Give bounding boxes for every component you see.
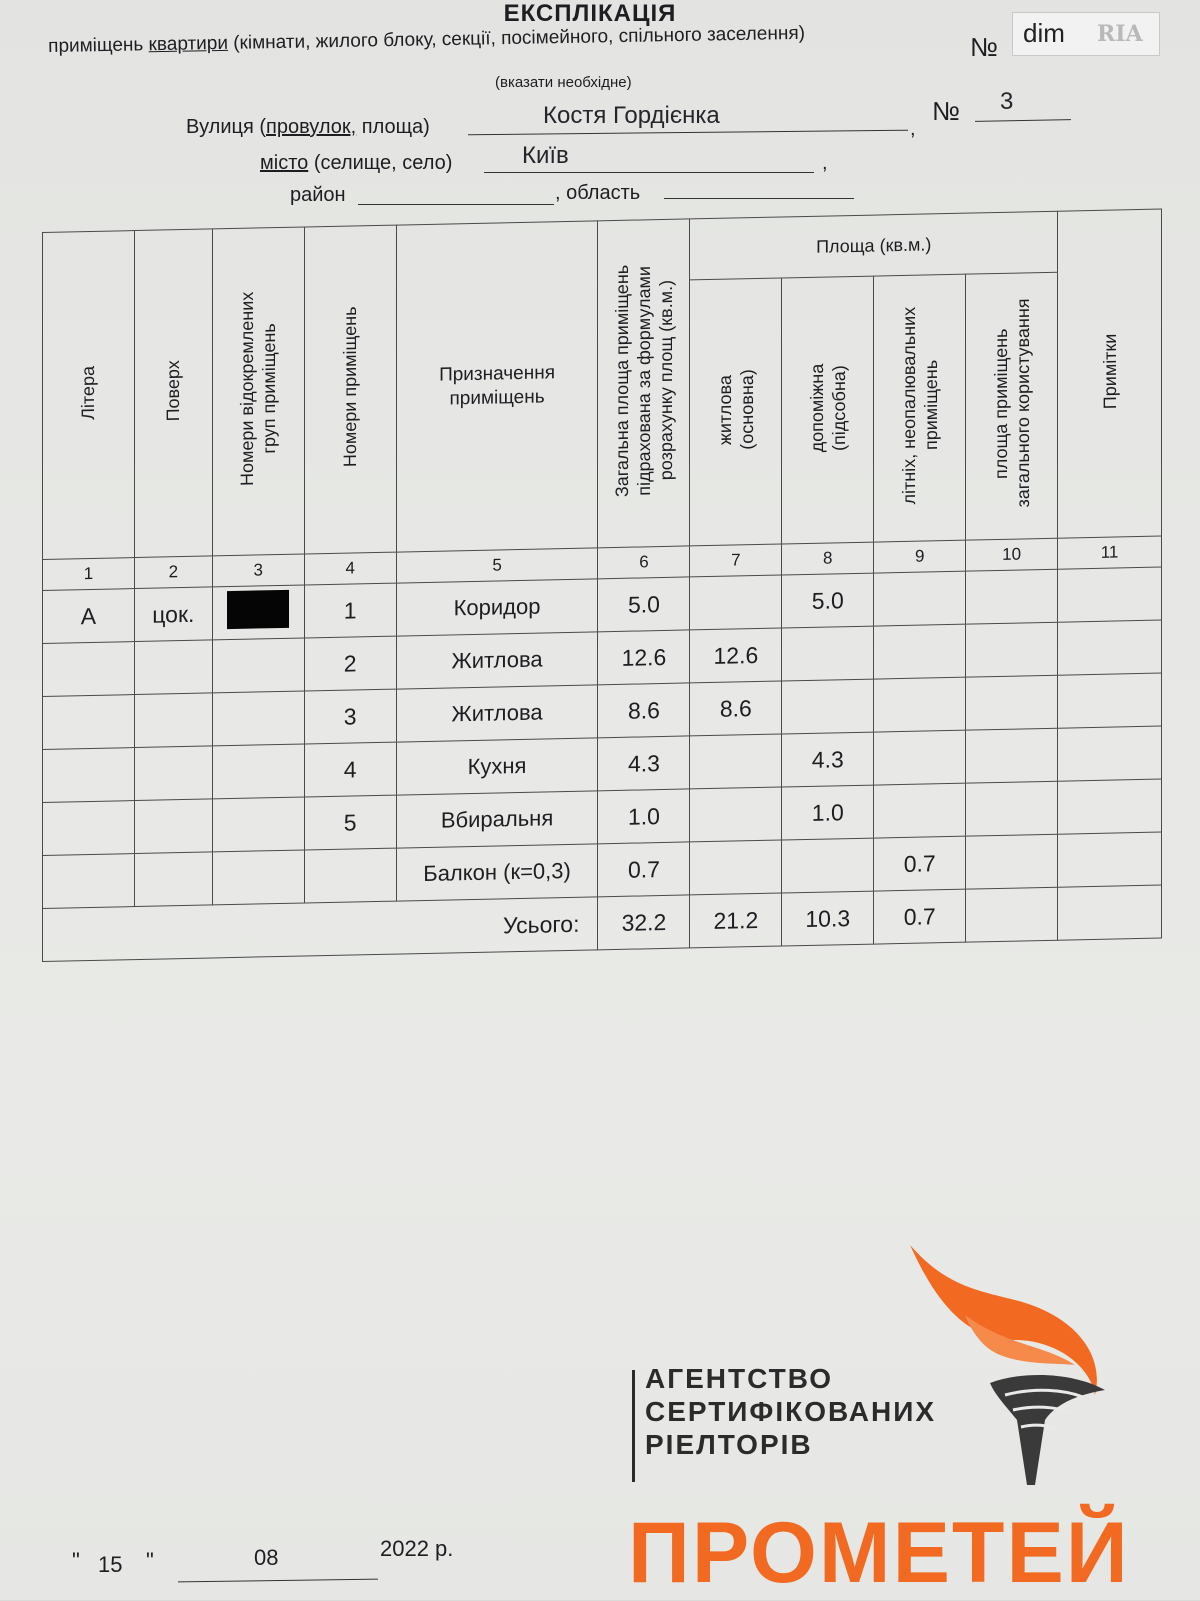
totals-label: Усього: [43,897,598,962]
city-comma: , [822,152,828,174]
street-label-pre: Вулиця ( [186,116,267,138]
date-open-quote: " [72,1548,80,1573]
cell-total-area: 1.0 [598,789,690,844]
header-notes-text: Примітки [1099,333,1120,410]
header-summer-area [874,274,966,542]
cell-summer-area [874,730,966,785]
cell-purpose: Балкон (к=0,3) [396,844,598,901]
header-note: (вказати необхідне) [495,74,632,91]
column-number: 8 [782,542,874,575]
date-month-underline [178,1579,378,1583]
street-value: Костя Гордієнка [543,102,720,129]
apartment-number-sign: № [970,32,998,62]
header-living-line1: житлова [714,374,735,445]
header-living-area [690,278,782,546]
cell-purpose: Житлова [396,632,598,689]
brand-name: ПРОМЕТЕЙ [628,1505,1130,1601]
watermark-ria-text: RIA [1097,21,1143,47]
date-day: 15 [98,1552,123,1577]
watermark-dim-text: dim [1023,18,1065,48]
street-label-post: площа) [356,116,430,138]
cell-room-number: 2 [304,636,396,691]
cell-group [212,744,304,799]
dim-ria-watermark [1012,12,1160,56]
cell-notes [1058,779,1162,834]
house-number-value: 3 [1000,88,1014,115]
header-common-line2: загального користування [1012,298,1033,509]
column-number: 3 [212,554,304,587]
header-total-area-line1: Загальна площа приміщень [611,264,632,498]
header-total-area-line2: підрахована за формулами [633,265,654,496]
street-underline [468,130,908,136]
brand-tagline [645,1362,936,1461]
street-label [186,116,430,139]
cell-purpose: Коридор [396,579,598,636]
cell-floor [134,746,212,801]
cell-room-number: 5 [304,795,396,850]
street-comma: , [910,118,916,140]
column-number: 9 [874,540,966,573]
header-total-area-line3: розрахунку площ (кв.м.) [655,280,676,481]
cell-group [212,691,304,746]
cell-litera [43,642,135,697]
header-group-numbers [212,227,304,556]
torch-flame-logo-icon [905,1245,1135,1525]
city-label-underlined: місто [260,152,309,174]
cell-summer-area [874,677,966,732]
region-underline [664,198,854,199]
cell-notes [1058,673,1162,728]
explication-table [42,209,1162,962]
cell-room-number [304,848,396,903]
column-number: 1 [43,558,135,591]
premises-selected-type: квартири [148,32,229,56]
header-floor-text: Поверх [163,359,184,422]
cell-purpose: Кухня [396,738,598,795]
column-number: 11 [1058,536,1162,569]
cell-floor: цок. [134,587,212,642]
cell-common-area [966,569,1058,624]
premises-type-line [48,23,805,58]
cell-litera [43,695,135,750]
cell-total-area: 8.6 [598,683,690,738]
cell-summer-area [874,624,966,679]
cell-total-area: 4.3 [598,736,690,791]
column-number: 2 [134,556,212,589]
header-summer-line2: приміщень [920,360,941,451]
header-aux-line2: (підсобна) [828,364,849,451]
brand-divider [632,1370,635,1482]
cell-litera [43,854,135,909]
living-area-sum: 21.2 [690,893,782,948]
date-close-quote: " [146,1548,154,1573]
notes-sum [1058,885,1162,940]
cell-purpose: Житлова [396,685,598,742]
cell-summer-area: 0.7 [874,836,966,891]
cell-purpose: Вбиральня [396,791,598,848]
cell-aux-area: 5.0 [782,573,874,628]
cell-living-area: 8.6 [690,681,782,736]
cell-litera [43,801,135,856]
column-number: 7 [690,544,782,577]
column-number: 10 [966,538,1058,571]
header-auxiliary-area [782,276,874,544]
cell-living-area [690,575,782,630]
city-value: Київ [522,142,569,169]
cell-aux-area [782,626,874,681]
cell-floor [134,852,212,907]
cell-litera: А [43,589,135,644]
cell-common-area [966,622,1058,677]
house-number-underline [975,119,1071,122]
cell-room-number: 1 [304,583,396,638]
header-total-area [598,219,690,548]
cell-notes [1058,726,1162,781]
cell-common-area [966,728,1058,783]
summer-area-sum: 0.7 [874,889,966,944]
header-area-group: Площа (кв.м.) [690,211,1058,280]
cell-total-area: 12.6 [598,630,690,685]
cell-aux-area: 1.0 [782,785,874,840]
date-year: 2022 р. [380,1536,454,1561]
district-label: район [290,184,346,206]
header-room-numbers-text: Номери приміщень [340,306,361,468]
street-label-underlined: провулок, [266,116,357,138]
cell-aux-area: 4.3 [782,732,874,787]
brand-tagline-line3: РІЕЛТОРІВ [645,1429,813,1460]
region-label: , область [555,182,641,204]
house-number-sign: № [932,96,960,126]
premises-label: приміщень [48,34,149,57]
column-number: 5 [396,548,598,583]
cell-common-area [966,834,1058,889]
cell-group-redacted [212,585,304,640]
cell-room-number: 4 [304,742,396,797]
common-area-sum [966,887,1058,942]
cell-living-area [690,734,782,789]
cell-total-area: 5.0 [598,577,690,632]
cell-notes [1058,620,1162,675]
redaction-box [227,590,289,629]
district-underline [358,204,554,205]
cell-room-number: 3 [304,689,396,744]
date-month: 08 [254,1545,279,1570]
header-summer-line1: літніх, неопалювальних [898,306,919,505]
city-label [260,152,452,175]
header-common-line1: площа приміщень [990,328,1011,480]
header-litera [43,231,135,560]
city-underline [484,172,814,173]
cell-notes [1058,567,1162,622]
aux-area-sum: 10.3 [782,891,874,946]
cell-total-area: 0.7 [598,842,690,897]
header-group-numbers-line2: груп приміщень [259,323,280,455]
cell-group [212,850,304,905]
header-room-numbers [304,225,396,554]
column-number: 4 [304,552,396,585]
cell-group [212,638,304,693]
total-area-sum: 32.2 [598,895,690,950]
premises-options: (кімнати, жилого блоку, секції, посімейного, спільного заселення) [227,22,806,54]
cell-summer-area [874,571,966,626]
document-title: ЕКСПЛІКАЦІЯ [503,0,677,27]
brand-tagline-line1: АГЕНТСТВО [645,1363,834,1394]
header-purpose-line1: Призначення [439,362,556,386]
cell-common-area [966,675,1058,730]
brand-tagline-line2: СЕРТИФІКОВАНИХ [645,1396,937,1427]
cell-floor [134,640,212,695]
header-notes [1058,209,1162,538]
header-floor [134,229,212,558]
city-label-post: (селище, село) [308,152,453,174]
header-purpose-line2: приміщень [449,386,545,410]
header-aux-line1: допоміжна [806,363,827,453]
cell-common-area [966,781,1058,836]
cell-aux-area [782,679,874,734]
cell-floor [134,799,212,854]
header-group-numbers-line1: Номери відокремлених [237,291,258,487]
header-common-area [966,272,1058,540]
cell-living-area: 12.6 [690,628,782,683]
cell-group [212,797,304,852]
header-purpose [396,221,598,552]
cell-aux-area [782,838,874,893]
cell-notes [1058,832,1162,887]
cell-living-area [690,787,782,842]
cell-litera [43,748,135,803]
header-living-line2: (основна) [736,368,757,450]
cell-floor [134,693,212,748]
header-litera-text: Літера [78,365,99,420]
column-number: 6 [598,546,690,579]
cell-living-area [690,840,782,895]
cell-summer-area [874,783,966,838]
